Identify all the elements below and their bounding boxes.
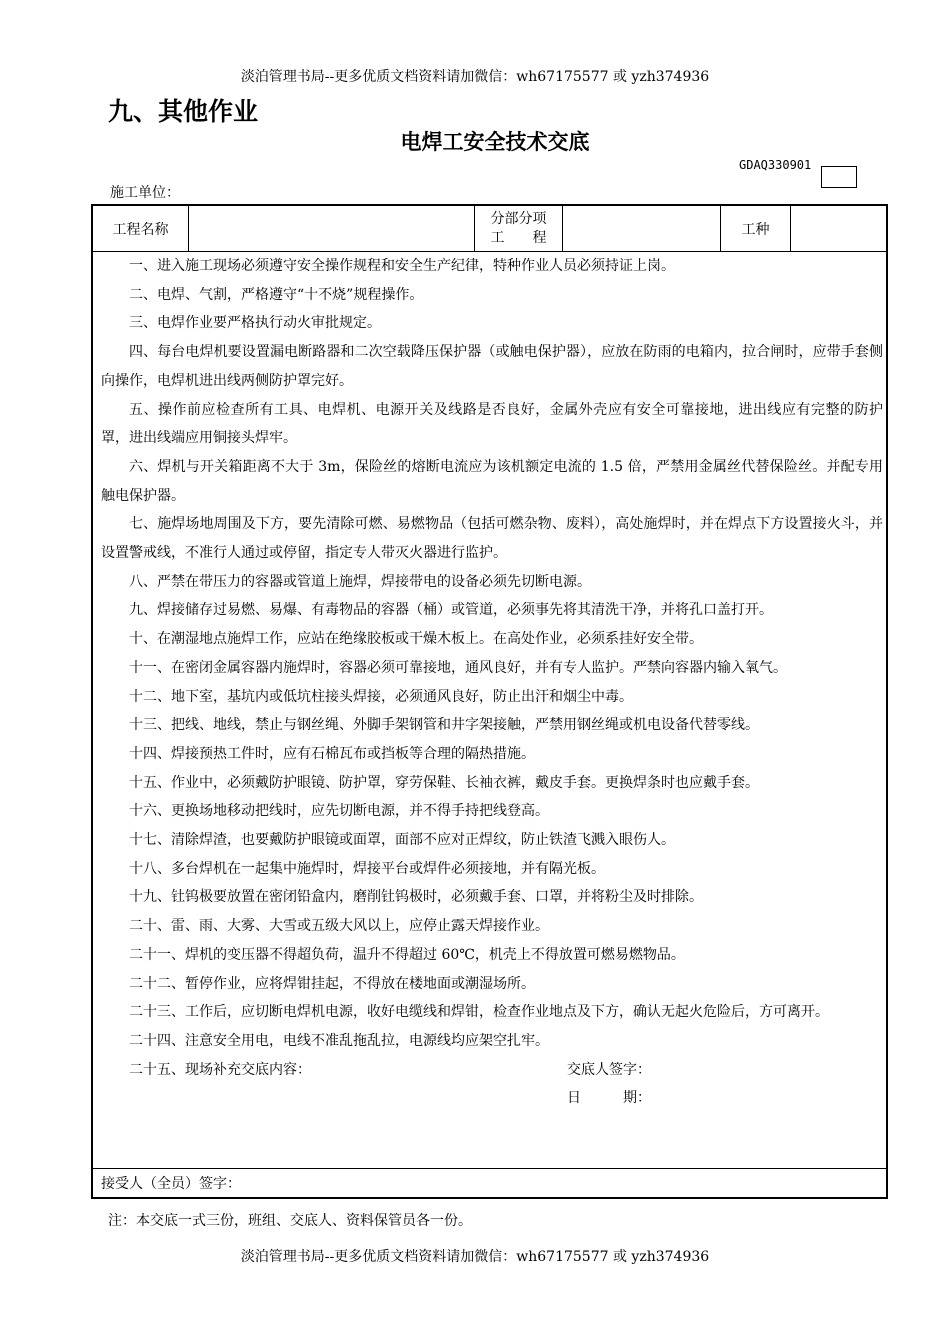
- item-5: 五、操作前应检查所有工具、电焊机、电源开关及线路是否良好，金属外壳应有安全可靠接地，进出线应有完整的防护罩，进出线端应用铜接头焊牢。: [101, 401, 883, 447]
- item-11: 十一、在密闭金属容器内施焊时，容器必须可靠接地，通风良好，并有专人监护。严禁向容器内输入氧气。: [129, 659, 787, 676]
- sub-project-label-line2: 工 程: [490, 229, 547, 246]
- sub-project-label: [475, 206, 563, 251]
- footnote: 注：本交底一式三份，班组、交底人、资料保管员各一份。: [108, 1213, 472, 1229]
- document-code: GDAQ330901: [739, 158, 812, 172]
- item-18: 十八、多台焊机在一起集中施焊时，焊接平台或焊件必须接地，并有隔光板。: [129, 860, 605, 877]
- item-8: 八、严禁在带压力的容器或管道上施焊，焊接带电的设备必须先切断电源。: [129, 573, 591, 590]
- receiver-signature-label: 接受人（全员）签字：: [101, 1176, 241, 1192]
- disclosure-table: [91, 204, 888, 1199]
- table-header-row: [93, 206, 886, 252]
- work-type-field[interactable]: [791, 206, 886, 251]
- construction-unit-label: 施工单位：: [110, 185, 180, 201]
- work-type-label: 工种: [721, 206, 791, 251]
- item-21: 二十一、焊机的变压器不得超负荷，温升不得超过 60℃，机壳上不得放置可燃易燃物品。: [129, 946, 685, 963]
- item-1: 一、进入施工现场必须遵守安全操作规程和安全生产纪律，特种作业人员必须持证上岗。: [129, 258, 675, 274]
- item-9: 九、焊接储存过易燃、易爆、有毒物品的容器（桶）或管道，必须事先将其清洗干净，并将孔口盖打开。: [129, 602, 773, 619]
- handover-signature-label: 交底人签字：: [567, 1061, 651, 1078]
- item-7: 七、施焊场地周围及下方，要先清除可燃、易燃物品（包括可燃杂物、废料），高处施焊时，并在焊点下方设置接火斗，并设置警戒线，不准行人通过或停留，指定专人带灭火器进行监护。: [101, 516, 883, 562]
- code-input-box[interactable]: [821, 166, 857, 188]
- item-6: 六、焊机与开关箱距离不大于 3m，保险丝的熔断电流应为该机额定电流的 1.5 倍，严禁用金属丝代替保险丝。并配专用触电保护器。: [101, 458, 883, 504]
- item-12: 十二、地下室，基坑内或低坑柱接头焊接，必须通风良好，防止出汗和烟尘中毒。: [129, 688, 633, 705]
- item-13: 十三、把线、地线，禁止与钢丝绳、外脚手架钢管和井字架接触，严禁用钢丝绳或机电设备代替零线。: [129, 717, 759, 734]
- date-label: 日 期：: [567, 1090, 651, 1107]
- project-name-field[interactable]: [189, 206, 475, 251]
- item-4: 四、每台电焊机要设置漏电断路器和二次空载降压保护器（或触电保护器），应放在防雨的电箱内，拉合闸时，应带手套侧向操作，电焊机进出线两侧防护罩完好。: [101, 344, 883, 389]
- item-15: 十五、作业中，必须戴防护眼镜、防护罩，穿劳保鞋、长袖衣裤，戴皮手套。更换焊条时也应戴手套。: [129, 774, 759, 791]
- item-10: 十、在潮湿地点施焊工作，应站在绝缘胶板或干燥木板上。在高处作业，必须系挂好安全带。: [129, 631, 703, 648]
- item-2: 二、电焊、气割，严格遵守“十不烧”规程操作。: [129, 286, 424, 303]
- item-23: 二十三、工作后，应切断电焊机电源，收好电缆线和焊钳，检查作业地点及下方，确认无起火危险后，方可离开。: [129, 1004, 829, 1021]
- header-note: 淡泊管理书局--更多优质文档资料请加微信：wh67175577 或 yzh374936: [240, 69, 710, 85]
- footer-note: 淡泊管理书局--更多优质文档资料请加微信：wh67175577 或 yzh374936: [240, 1249, 710, 1265]
- sub-project-label-line1: 分部分项: [490, 210, 547, 227]
- item-22: 二十二、暂停作业，应将焊钳挂起，不得放在楼地面或潮湿场所。: [129, 975, 535, 992]
- item-24: 二十四、注意安全用电，电线不准乱拖乱拉，电源线均应架空扎牢。: [129, 1032, 549, 1049]
- item-16: 十六、更换场地移动把线时，应先切断电源，并不得手持把线登高。: [129, 803, 549, 820]
- supplement-row: [101, 1056, 883, 1085]
- item-20: 二十、雷、雨、大雾、大雪或五级大风以上，应停止露天焊接作业。: [129, 918, 549, 935]
- date-row: [101, 1084, 883, 1113]
- item-19: 十九、钍钨极要放置在密闭铅盒内，磨削钍钨极时，必须戴手套、口罩，并将粉尘及时排除。: [129, 889, 703, 906]
- supplement-label: 二十五、现场补充交底内容：: [129, 1061, 311, 1078]
- item-14: 十四、焊接预热工件时，应有石棉瓦布或挡板等合理的隔热措施。: [129, 745, 535, 762]
- project-name-label: 工程名称: [93, 206, 189, 251]
- document-title: 电焊工安全技术交底: [400, 130, 590, 154]
- receiver-signature-row[interactable]: [93, 1168, 886, 1199]
- section-title: 九、其他作业: [108, 97, 259, 126]
- item-17: 十七、清除焊渣，也要戴防护眼镜或面罩，面部不应对正焊纹，防止铁渣飞溅入眼伤人。: [129, 832, 675, 849]
- disclosure-content: [101, 252, 883, 1113]
- item-3: 三、电焊作业要严格执行动火审批规定。: [129, 315, 381, 332]
- sub-project-field[interactable]: [563, 206, 721, 251]
